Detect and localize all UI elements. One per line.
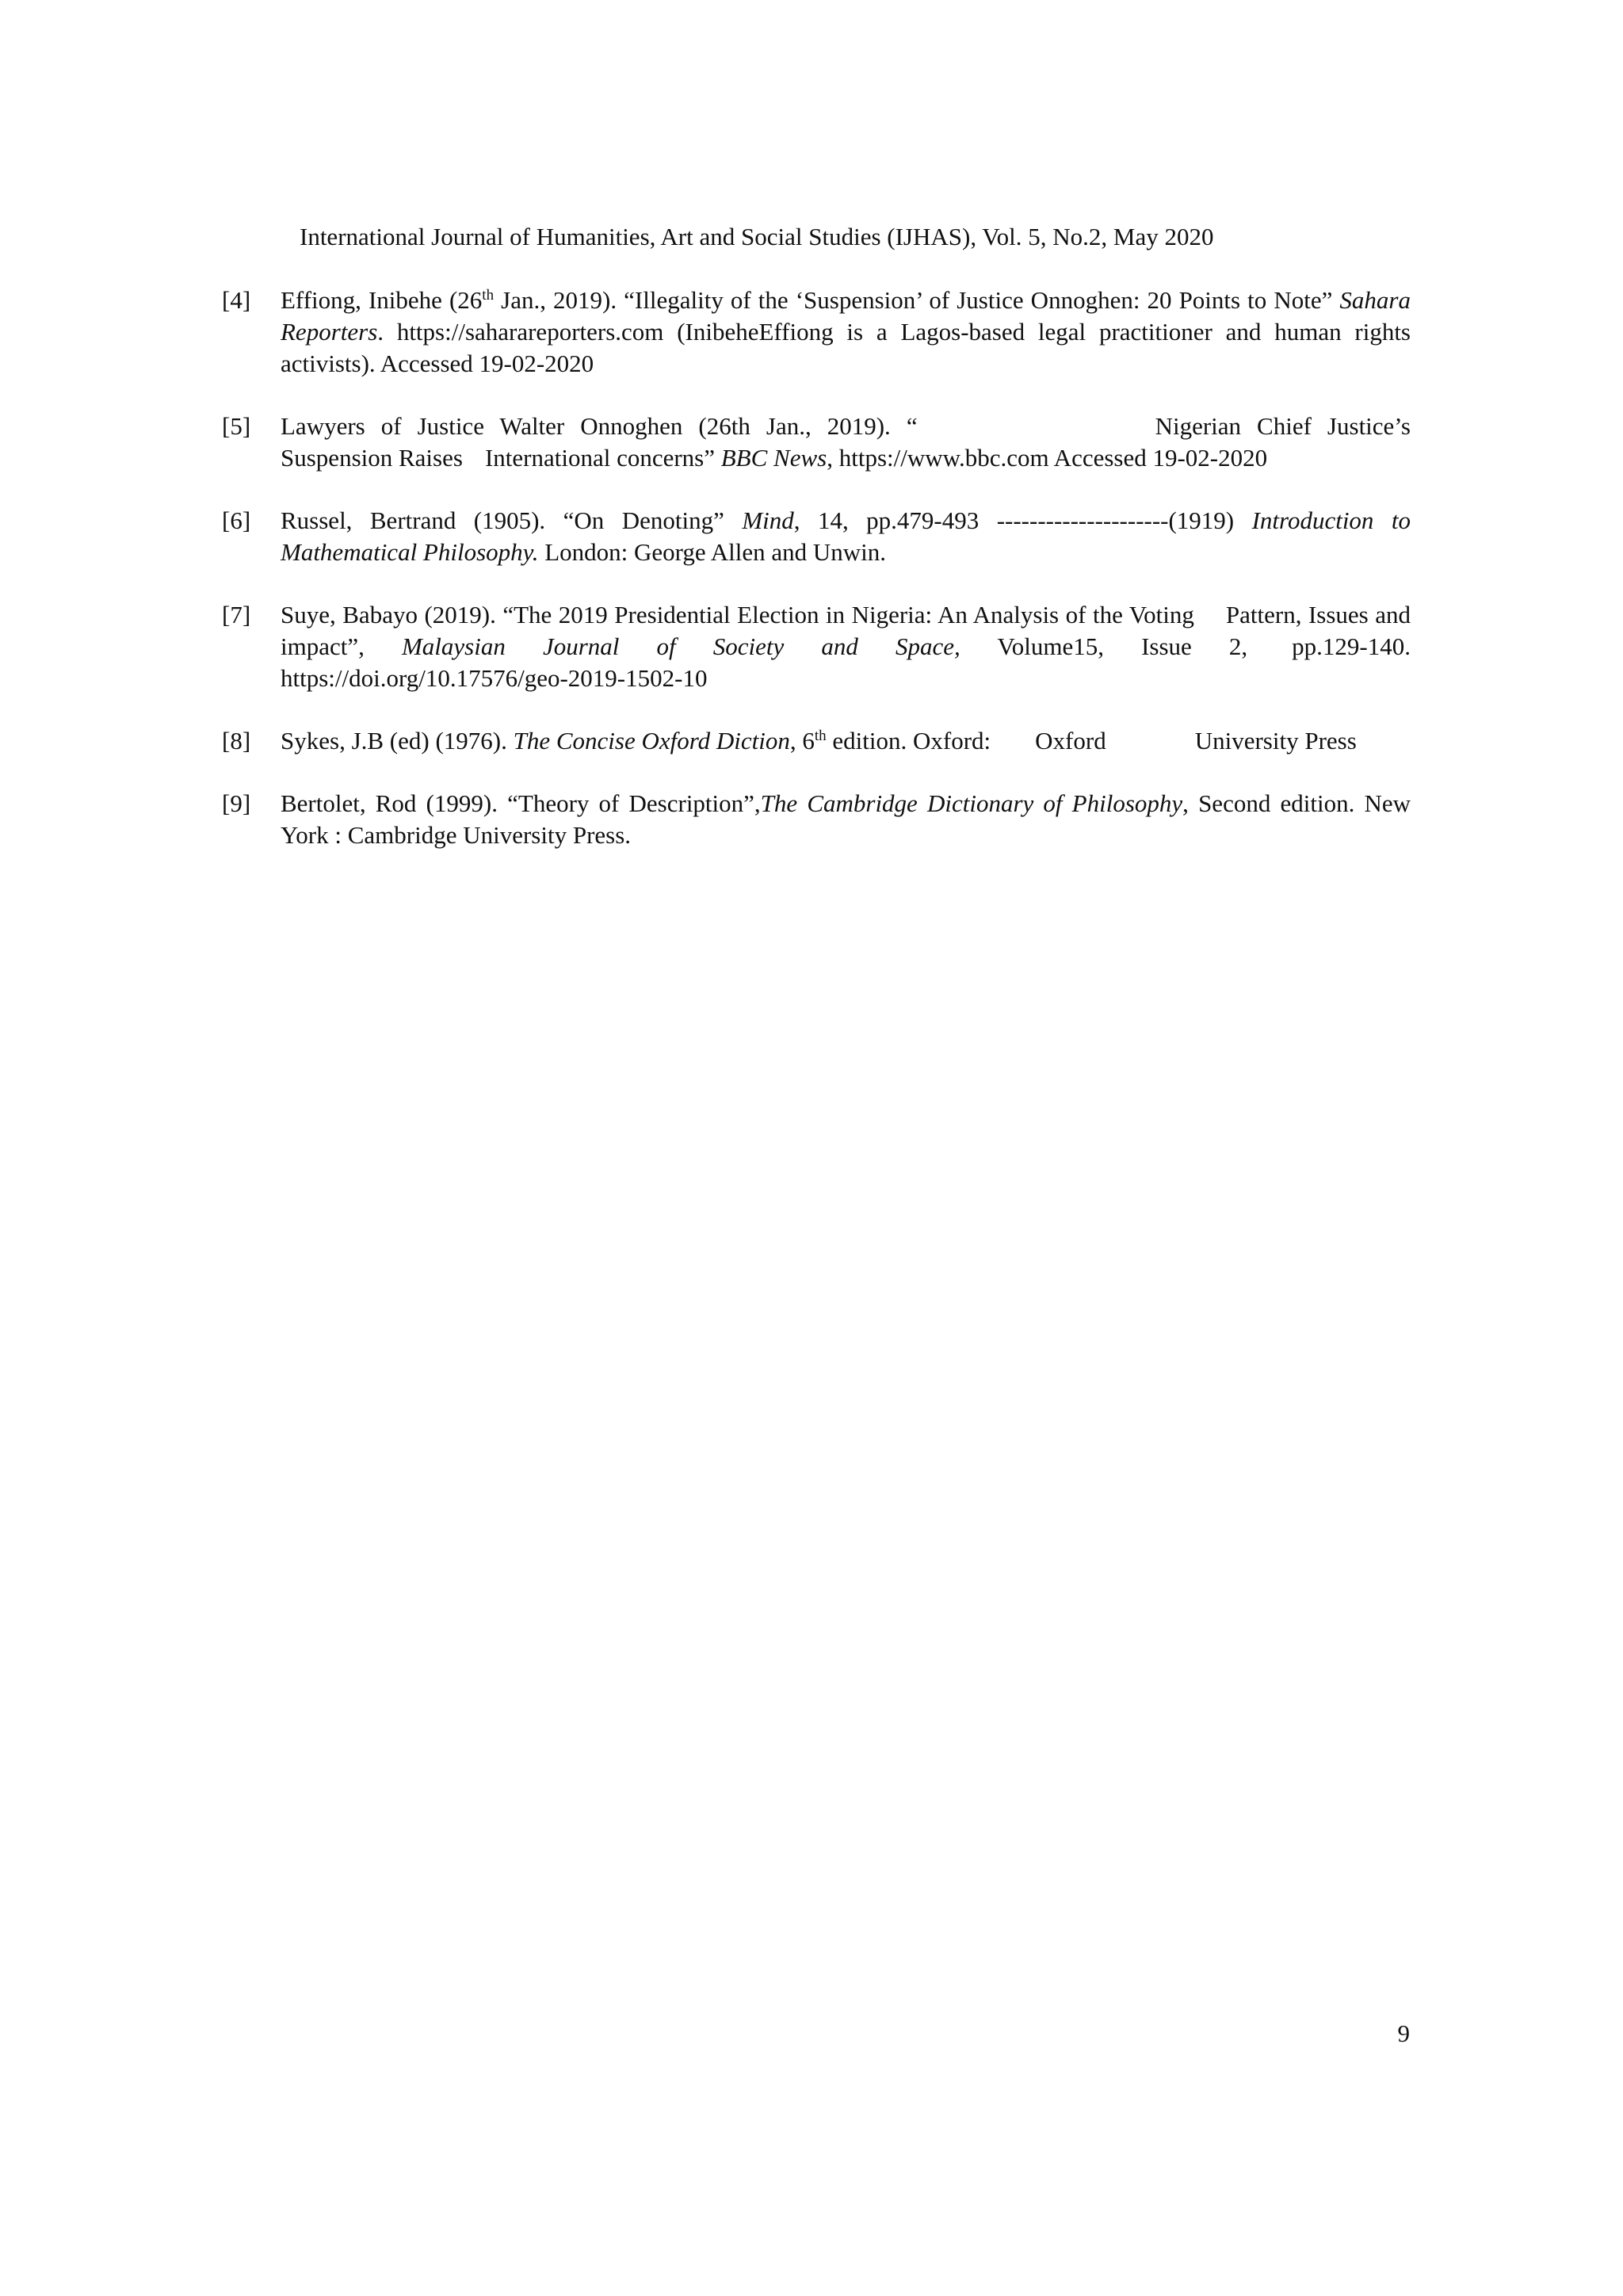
ref-text-run: , https://www.bbc.com Accessed 19-02-2020 [827, 444, 1268, 472]
reference-text [281, 506, 1411, 566]
ref-text-run: Lawyers of Justice Walter Onnoghen (26th Jan., 2019). “ [281, 412, 918, 440]
ref-italic-title: Mind [742, 506, 794, 534]
reference-list [222, 285, 1411, 882]
ref-text-run: Nigerian Chief Justice’s Suspension Raises [281, 412, 1411, 472]
ref-text-run: , Second edition. New York : Cambridge University Press. [281, 789, 1411, 849]
reference-item-9 [222, 788, 1411, 851]
ref-text-run: Suye, Babayo (2019). “The 2019 Presidential Election in Nigeria: An Analysis of the Voting [281, 601, 1194, 628]
ref-text-run: , 14, pp.479-493 ---------------------(1919) [793, 506, 1252, 534]
ref-text-run: Sykes, J.B (ed) (1976). [281, 727, 514, 755]
ref-text-run: London: George Allen and Unwin. [538, 538, 886, 566]
reference-text [281, 727, 1357, 755]
reference-number: [5] [222, 412, 251, 440]
reference-text [281, 789, 1411, 849]
reference-number: [8] [222, 727, 251, 755]
ref-text-run: Oxford [1035, 727, 1106, 755]
page-number: 9 [1397, 2019, 1410, 2047]
ref-text-run: Volume15, Issue 2, [960, 632, 1248, 660]
ref-text-run: Pattern, Issues and impact”, [281, 601, 1411, 660]
ref-text-run: . https://saharareporters.com (InibeheEffiong is a Lagos-based legal practitioner and human rights activists). Accessed 19-02-2020 [281, 318, 1411, 377]
ref-text-run: University Press [1194, 727, 1357, 755]
ref-text-run: pp.129-140. https://doi.org/10.17576/geo-2019-1502-10 [281, 632, 1411, 692]
ref-italic-title: Sahara Reporters [281, 286, 1411, 346]
ref-italic-title: Malaysian Journal of Society and Space, [401, 632, 960, 660]
ref-text-run: International concerns” [484, 444, 721, 472]
reference-text [281, 601, 1411, 692]
ref-text-run: edition. Oxford: [826, 727, 991, 755]
ref-text-run: Bertolet, Rod (1999). “Theory of Description”, [281, 789, 761, 817]
ref-superscript: th [814, 728, 827, 744]
reference-item-5 [222, 411, 1411, 474]
reference-item-8 [222, 725, 1411, 757]
ref-text-run: Effiong, Inibehe (26 [281, 286, 483, 314]
reference-number: [6] [222, 506, 251, 534]
reference-item-6 [222, 505, 1411, 568]
reference-item-4 [222, 285, 1411, 380]
reference-number: [7] [222, 601, 251, 628]
ref-text-run: , 6 [789, 727, 815, 755]
ref-italic-title: BBC News [720, 444, 827, 472]
ref-superscript: th [482, 287, 495, 304]
ref-italic-title: The Concise Oxford Diction [513, 727, 790, 755]
reference-number: [4] [222, 286, 251, 314]
reference-number: [9] [222, 789, 251, 817]
ref-text-run: Jan., 2019). “Illegality of the ‘Suspension’ of Justice Onnoghen: 20 Points to Note” [494, 286, 1340, 314]
ref-italic-title: Introduction to Mathematical Philosophy. [281, 506, 1411, 566]
reference-text [281, 286, 1411, 377]
running-header: International Journal of Humanities, Art and Social Studies (IJHAS), Vol. 5, No.2, May 2020 [300, 223, 1214, 250]
reference-text [281, 412, 1411, 472]
ref-text-run: Russel, Bertrand (1905). “On Denoting” [281, 506, 743, 534]
reference-item-7 [222, 599, 1411, 694]
ref-italic-title: The Cambridge Dictionary of Philosophy [760, 789, 1183, 817]
